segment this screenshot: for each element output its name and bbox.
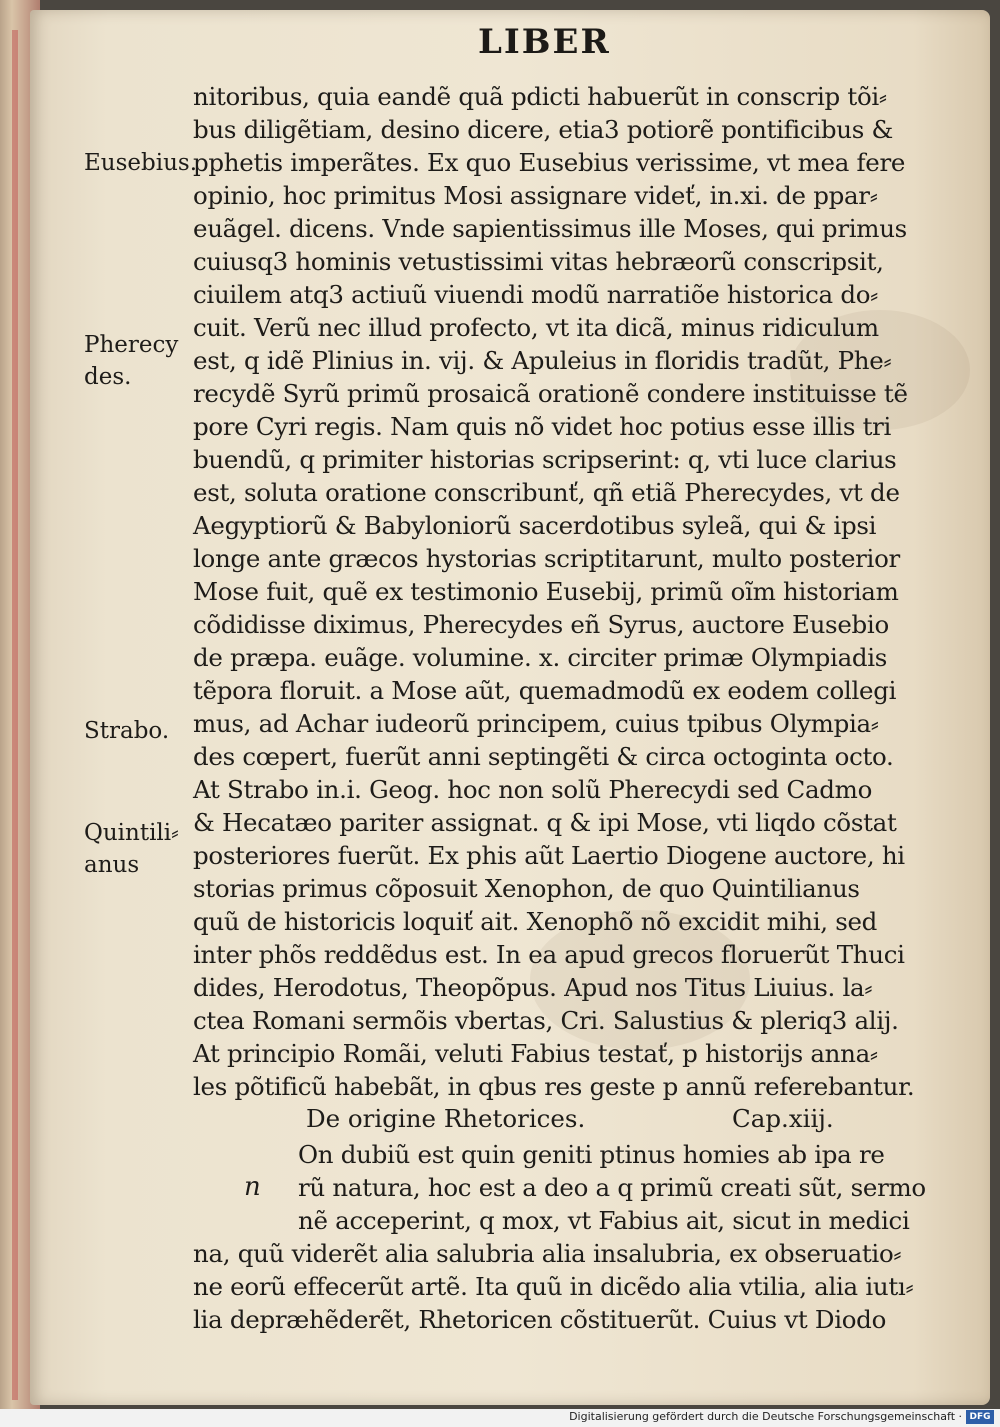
text-line: ctea Romani sermõis vbertas, Cri. Salustius & pleriq3 alij. (193, 1006, 899, 1035)
text-line: est, soluta oratione conscribunť, qñ etiã Pherecydes, vt de (193, 478, 900, 507)
text-line: Mose fuit, quẽ ex testimonio Eusebij, primũ oĩm historiam (193, 577, 899, 606)
dfg-credit: Digitalisierung gefördert durch die Deutsche Forschungsgemeinschaft · (569, 1410, 962, 1423)
text-line: nitoribus, quia eandẽ quã pdicti habuerũt in conscrip tõi⸗ (193, 82, 887, 111)
chapter-line: rũ natura, hoc est a deo a q primũ creati sũt, sermo (298, 1173, 926, 1202)
text-line: bus diligẽtiam, desino dicere, etia3 potiorẽ pontificibus & (193, 115, 894, 144)
text-line: posteriores fuerũt. Ex phis aũt Laertio Diogene auctore, hi (193, 841, 905, 870)
marginal-note: Quintili⸗ (84, 820, 179, 846)
text-line: est, q idẽ Plinius in. vij. & Apuleius in floridis tradũt, Phe⸗ (193, 346, 892, 375)
text-line: euãgel. dicens. Vnde sapientissimus ille Moses, qui primus (193, 214, 907, 243)
running-head: LIBER (478, 22, 611, 62)
text-line: tẽpora floruit. a Mose aũt, quemadmodũ ex eodem collegi (193, 676, 897, 705)
text-line: At Strabo in.i. Geog. hoc non solũ Pherecydi sed Cadmo (193, 775, 873, 804)
chapter-number: Cap.xiij. (732, 1104, 834, 1133)
chapter-line: On dubiũ est quin geniti ptinus homies ab ipa re (298, 1140, 885, 1169)
text-line: pore Cyri regis. Nam quis nõ videt hoc potius esse illis tri (193, 412, 892, 441)
text-line: quũ de historicis loquiť ait. Xenophõ nõ excidit mihi, sed (193, 907, 878, 936)
chapter-line: nẽ acceperint, q mox, vt Fabius ait, sicut in medici (298, 1206, 910, 1235)
text-line: les põtificũ habebãt, in qbus res geste p annũ referebantur. (193, 1072, 915, 1101)
text-line: longe ante græcos hystorias scriptitarunt, multo posterior (193, 544, 900, 573)
text-line: & Hecatæo pariter assignat. q & ipi Mose, vti liqdo cõstat (193, 808, 897, 837)
text-line: cuit. Verũ nec illud profecto, vt ita dicã, minus ridiculum (193, 313, 879, 342)
text-line: des cœpert, fuerũt anni septingẽti & circa octoginta octo. (193, 742, 894, 771)
text-line: storias primus cõposuit Xenophon, de quo Quintilianus (193, 874, 860, 903)
chapter-line: ne eorũ effecerũt artẽ. Ita quũ in dicẽdo alia vtilia, alia iutı⸗ (193, 1272, 914, 1301)
marginal-note: Pherecy (84, 332, 179, 358)
guide-letter: n (244, 1172, 261, 1202)
text-line: buendũ, q primiter historias scripserint: q, vti luce clarius (193, 445, 897, 474)
text-line: de præpa. euãge. volumine. x. circiter primæ Olympiadis (193, 643, 888, 672)
marginal-note: Eusebius. (84, 150, 198, 176)
text-line: pphetis imperãtes. Ex quo Eusebius verissime, vt mea fere (193, 148, 906, 177)
text-line: opinio, hoc primitus Mosi assignare videť, in.xi. de ppar⸗ (193, 181, 878, 210)
text-line: cõdidisse diximus, Pherecydes eñ Syrus, auctore Eusebio (193, 610, 889, 639)
dfg-logo: DFG (966, 1410, 994, 1424)
text-line: mus, ad Achar iudeorũ principem, cuius tpibus Olympia⸗ (193, 709, 879, 738)
chapter-line: lia depræhẽderẽt, Rhetoricen cõstituerũt. Cuius vt Diodo (193, 1305, 887, 1334)
marginal-note: Strabo. (84, 718, 170, 744)
text-line: ciuilem atq3 actiuũ viuendi modũ narratiõe historica do⸗ (193, 280, 879, 309)
text-line: cuiusq3 hominis vetustissimi vitas hebræorũ conscripsit, (193, 247, 884, 276)
text-line: recydẽ Syrũ primũ prosaicã orationẽ condere instituisse tẽ (193, 379, 908, 408)
text-line: At principio Romãi, veluti Fabius testať, p historijs anna⸗ (193, 1039, 878, 1068)
text-line: dides, Herodotus, Theopõpus. Apud nos Titus Liuius. la⸗ (193, 973, 873, 1002)
text-line: inter phõs reddẽdus est. In ea apud grecos floruerũt Thuci (193, 940, 905, 969)
text-line: Aegyptiorũ & Babyloniorũ sacerdotibus syleã, qui & ipsi (193, 511, 877, 540)
marginal-note: anus (84, 852, 140, 878)
chapter-title: De origine Rhetorices. (306, 1104, 586, 1133)
marginal-note: des. (84, 364, 132, 390)
chapter-line: na, quũ viderẽt alia salubria alia insalubria, ex obseruatio⸗ (193, 1239, 902, 1268)
